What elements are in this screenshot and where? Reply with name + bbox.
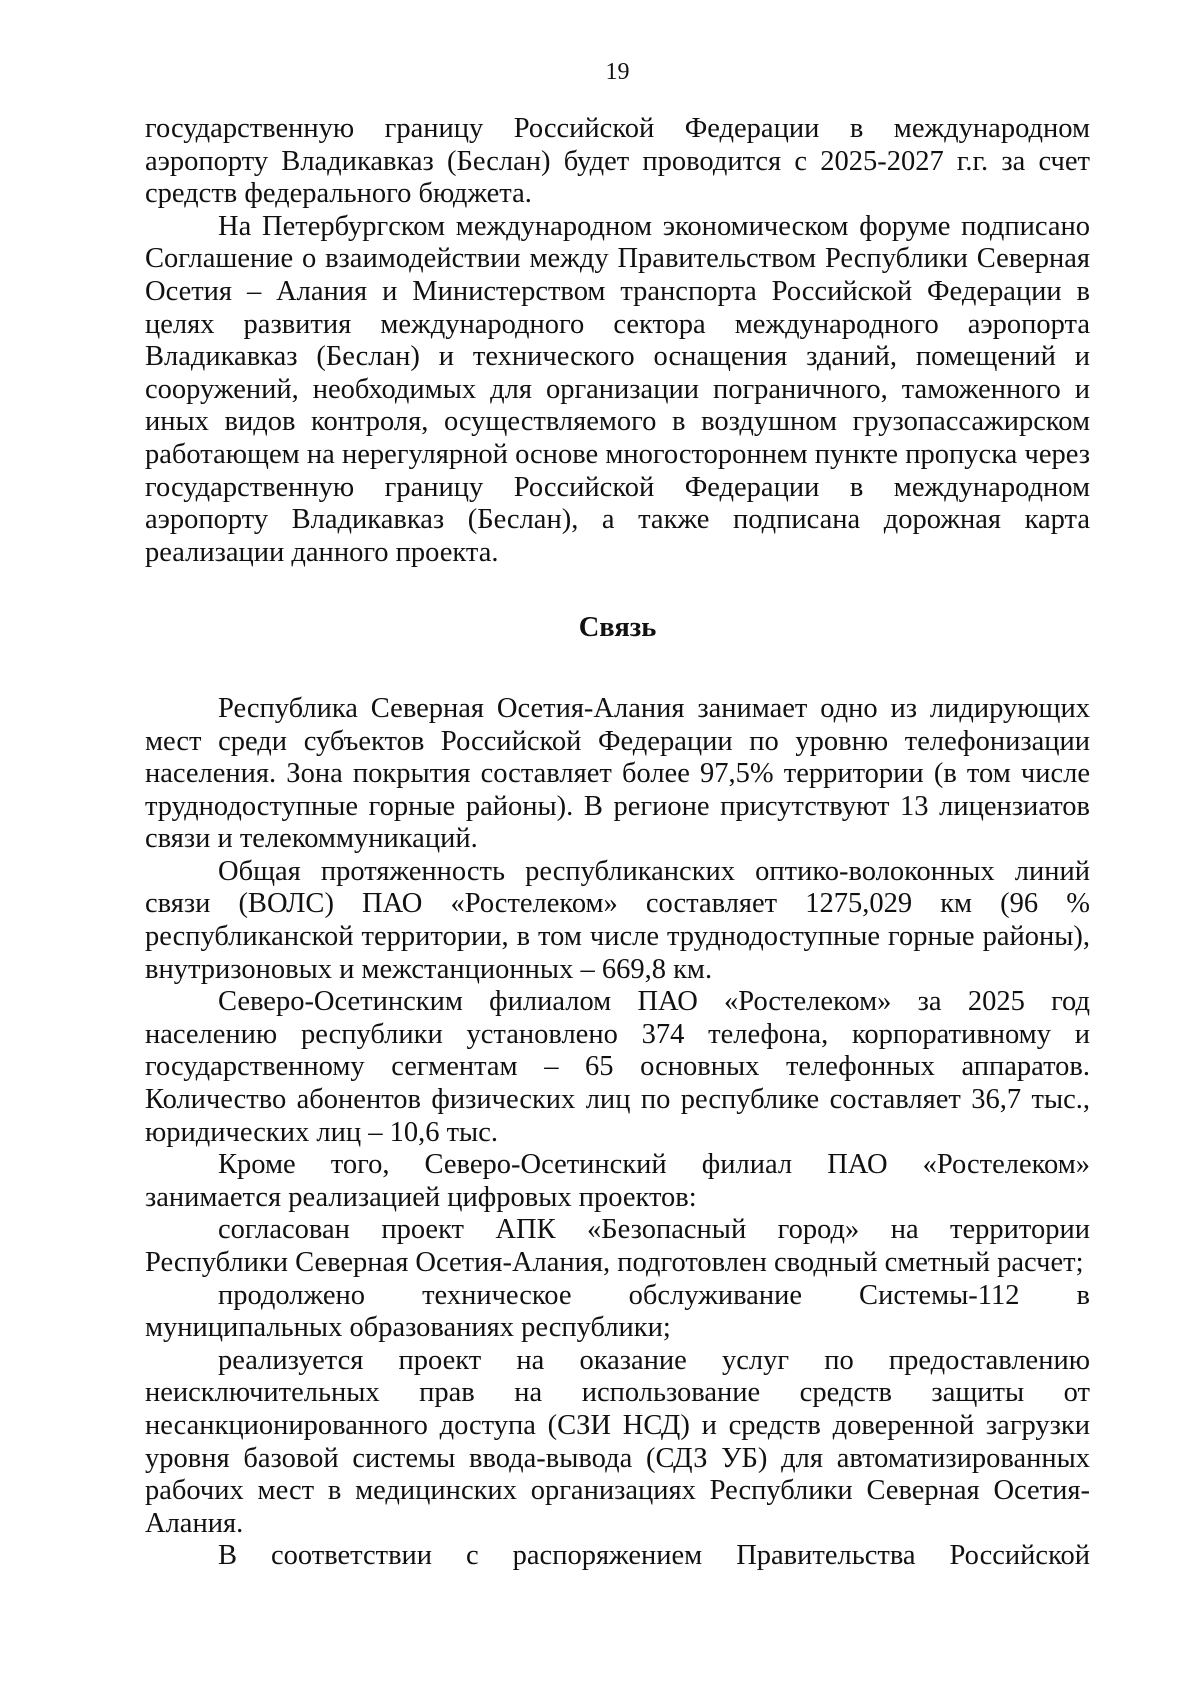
- paragraph-digital-projects: Кроме того, Северо-Осетинский филиал ПАО «Ростелеком» занимается реализацией цифровых проектов:: [145, 1149, 1090, 1213]
- paragraph-telephony-coverage: Республика Северная Осетия-Алания занимает одно из лидирующих мест среди субъектов Российской Федерации по уровню телефонизации населения. Зона покрытия составляет более 97,5% территории (в том числе труднодоступные горные районы). В регионе присутствуют 13 лицензиатов связи и телекоммуникаций.: [145, 692, 1090, 855]
- paragraph-border-funding: государственную границу Российской Федерации в международном аэропорту Владикавказ (Беслан) будет проводится с 2025-2027 г.г. за счет средств федерального бюджета.: [145, 113, 1090, 210]
- paragraph-government-order: В соответствии с распоряжением Правительства Российской: [218, 1540, 1090, 1572]
- list-item-system-112: продолжено техническое обслуживание Системы-112 в муниципальных образованиях республики;: [145, 1279, 1090, 1344]
- paragraph-fiber-lines: Общая протяженность республиканских оптико-волоконных линий связи (ВОЛС) ПАО «Ростелеком» составляет 1275,029 км (96 % республиканской территории, в том числе труднодоступные горные районы), внутризоновых и межстанционных – 669,8 км.: [145, 855, 1090, 985]
- section-heading-communications: Связь: [578, 612, 657, 644]
- list-item-safe-city: согласован проект АПК «Безопасный город» на территории Республики Северная Осетия-Алания, подготовлен сводный сметный расчет;: [145, 1214, 1090, 1278]
- page-number: 19: [605, 59, 630, 85]
- paragraph-rostelecom-phones: Северо-Осетинским филиалом ПАО «Ростелеком» за 2025 год населению республики установлено 374 телефона, корпоративному и государственному сегментам – 65 основных телефонных аппаратов. Количество абонентов физических лиц по республике составляет 36,7 тыс., юридических лиц – 10,6 тыс.: [145, 986, 1090, 1148]
- paragraph-spief-agreement: На Петербургском международном экономическом форуме подписано Соглашение о взаимодействии между Правительством Республики Северная Осетия – Алания и Министерством транспорта Российской Федерации в целях развития международного сектора международного аэропорта Владикавказ (Беслан) и технического оснащения зданий, помещений и сооружений, необходимых для организации пограничного, таможенного и иных видов контроля, осуществляемого в воздушном грузопассажирском работающем на нерегулярной основе многостороннем пункте пропуска через государственную границу Российской Федерации в международном аэропорту Владикавказ (Беслан), а также подписана дорожная карта реализации данного проекта.: [145, 210, 1090, 568]
- document-body: [145, 113, 1090, 1573]
- list-item-security-tools: реализуется проект на оказание услуг по предоставлению неисключительных прав на использование средств защиты от несанкционированного доступа (СЗИ НСД) и средств доверенной загрузки уровня базовой системы ввода-вывода (СДЗ УБ) для автоматизированных рабочих мест в медицинских организациях Республики Северная Осетия-Алания.: [145, 1344, 1090, 1539]
